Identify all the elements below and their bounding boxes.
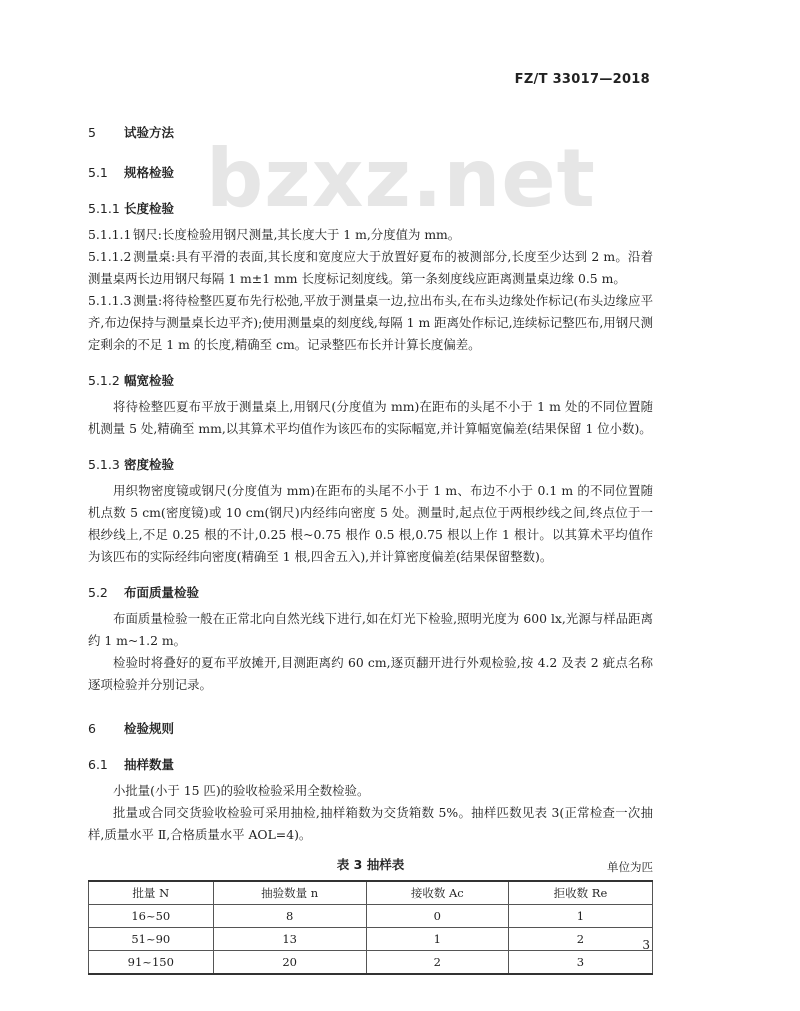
- section-heading-5-1-3: [88, 454, 653, 476]
- section-heading-5-1: [88, 162, 653, 184]
- section-title: 抽样数量: [124, 757, 175, 772]
- column-header: 抽验数量 n: [213, 881, 366, 905]
- section-heading-5: [88, 122, 653, 144]
- clause-5-1-1-3: [88, 290, 653, 356]
- paragraph-sampling-2: 批量或合同交货验收检验可采用抽检,抽样箱数为交货箱数 5%。抽样匹数见表 3(正常检查一次抽样,质量水平 Ⅱ,合格质量水平 AOL=4)。: [88, 805, 653, 842]
- section-number: 5.1: [88, 165, 108, 180]
- section-title: 密度检验: [124, 457, 175, 472]
- clause-text: 测量:将待检整匹夏布先行松弛,平放于测量桌一边,拉出布头,在布头边缘处作标记(布头边缘应平齐,布边保持与测量桌长边平齐);使用测量桌的刻度线,每隔 1 m 距离处作标记,连续标记整匹布,用钢尺测定剩余的不足 1 m 的长度,精确至 cm。记录整匹布长并计算长度偏差。: [88, 293, 653, 352]
- table-cell: 91~150: [89, 951, 214, 975]
- section-title: 规格检验: [124, 165, 175, 180]
- section-number: 5.1.1: [88, 201, 120, 216]
- table-row: [89, 928, 653, 951]
- table-cell: 51~90: [89, 928, 214, 951]
- clause-number: 5.1.1.1: [88, 227, 132, 242]
- section-number: 5.1.2: [88, 373, 120, 388]
- paragraph-surface-quality-2: 检验时将叠好的夏布平放摊开,目测距离约 60 cm,逐页翻开进行外观检验,按 4.2 及表 2 疵点名称逐项检验并分别记录。: [88, 655, 653, 692]
- table-cell: 3: [508, 951, 652, 975]
- table-cell: 2: [508, 928, 652, 951]
- table-caption: [88, 854, 653, 876]
- paragraph-surface-quality-1: 布面质量检验一般在正常北向自然光线下进行,如在灯光下检验,照明光度为 600 lx,光源与样品距离约 1 m~1.2 m。: [88, 611, 653, 648]
- column-header: 批量 N: [89, 881, 214, 905]
- table-cell: 16~50: [89, 905, 214, 928]
- table-title: 表 3 抽样表: [336, 857, 405, 872]
- table-cell: 20: [213, 951, 366, 975]
- section-title: 长度检验: [124, 201, 175, 216]
- clause-number: 5.1.1.3: [88, 293, 132, 308]
- table-cell: 0: [366, 905, 508, 928]
- section-heading-5-1-2: [88, 370, 653, 392]
- column-header: 拒收数 Re: [508, 881, 652, 905]
- clause-number: 5.1.1.2: [88, 249, 132, 264]
- section-heading-6: [88, 718, 653, 740]
- standard-code: FZ/T 33017—2018: [514, 72, 650, 87]
- section-title: 布面质量检验: [124, 585, 200, 600]
- table-unit: 单位为匹: [607, 860, 653, 874]
- table-row: [89, 905, 653, 928]
- table-cell: 2: [366, 951, 508, 975]
- paragraph-density-test: 用织物密度镜或钢尺(分度值为 mm)在距布的头尾不小于 1 m、布边不小于 0.1 m 的不同位置随机点数 5 cm(密度镜)或 10 cm(钢尺)内经纬向密度 5 处。测量时,起点位于两根纱线之间,终点位于一根纱线上,不足 0.25 根的不计,0.25 根~0.75 根作 0.5 根,0.75 根以上作 1 根计。以其算术平均值作为该匹布的实际经纬向密度(精确至 1 根,四舍五入),并计算密度偏差(结果保留整数)。: [88, 483, 653, 564]
- watermark: bzxz.net: [206, 132, 596, 225]
- table-cell: 1: [508, 905, 652, 928]
- clause-5-1-1-1: [88, 224, 653, 246]
- column-header: 接收数 Ac: [366, 881, 508, 905]
- table-cell: 1: [366, 928, 508, 951]
- section-number: 5: [88, 125, 96, 140]
- table-cell: 8: [213, 905, 366, 928]
- section-number: 6.1: [88, 757, 108, 772]
- section-number: 5.2: [88, 585, 108, 600]
- table-row: [89, 951, 653, 975]
- section-heading-5-2: [88, 582, 653, 604]
- sampling-table: [88, 880, 653, 975]
- clause-5-1-1-2: [88, 246, 653, 290]
- clause-text: 钢尺:长度检验用钢尺测量,其长度大于 1 m,分度值为 mm。: [133, 227, 461, 242]
- page-number: 3: [642, 938, 650, 952]
- document-body: [88, 122, 653, 975]
- section-title: 幅宽检验: [124, 373, 175, 388]
- section-number: 6: [88, 721, 96, 736]
- clause-text: 测量桌:具有平滑的表面,其长度和宽度应大于放置好夏布的被测部分,长度至少达到 2 m。沿着测量桌两长边用钢尺每隔 1 m±1 mm 长度标记刻度线。第一条刻度线应距离测量桌边缘 0.5 m。: [88, 249, 653, 286]
- section-title: 试验方法: [124, 125, 175, 140]
- section-heading-6-1: [88, 754, 653, 776]
- paragraph-sampling-1: 小批量(小于 15 匹)的验收检验采用全数检验。: [113, 783, 370, 798]
- section-heading-5-1-1: [88, 198, 653, 220]
- table-header-row: [89, 881, 653, 905]
- section-title: 检验规则: [124, 721, 175, 736]
- paragraph-width-test: 将待检整匹夏布平放于测量桌上,用钢尺(分度值为 mm)在距布的头尾不小于 1 m 处的不同位置随机测量 5 处,精确至 mm,以其算术平均值作为该匹布的实际幅宽,并计算幅宽偏差(结果保留 1 位小数)。: [88, 399, 653, 436]
- table-cell: 13: [213, 928, 366, 951]
- section-number: 5.1.3: [88, 457, 120, 472]
